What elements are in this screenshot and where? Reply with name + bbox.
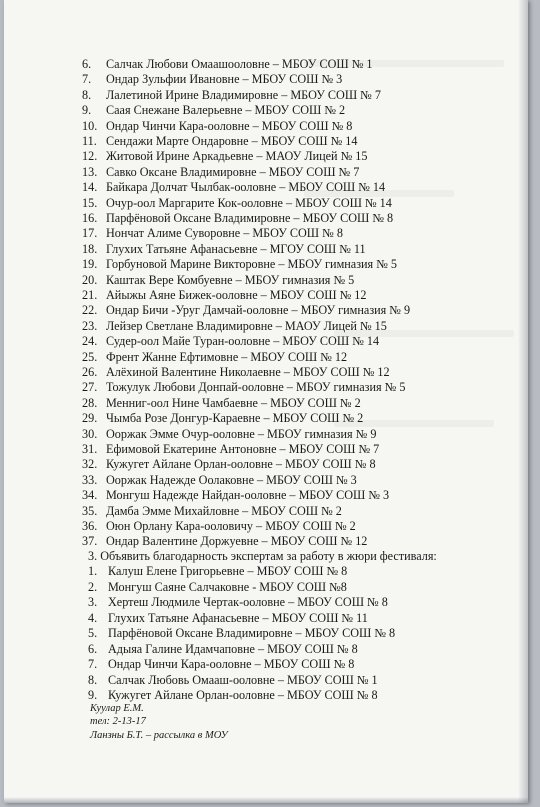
list-item-number: 2. bbox=[88, 579, 98, 594]
list-item-number: 34. bbox=[82, 488, 98, 503]
list-item-text: Судер-оол Майе Туран-ооловне – МБОУ СОШ № 14 bbox=[106, 334, 380, 349]
document-page bbox=[4, 0, 528, 803]
list-item-text: Каштак Вере Комбуевне – МБОУ гимназия № 5 bbox=[106, 272, 355, 287]
list-item-number: 7. bbox=[88, 657, 98, 671]
signature-author: Куулар Е.М. bbox=[90, 703, 144, 714]
list-item-number: 18. bbox=[82, 241, 98, 256]
list-item-text: Парфёновой Оксане Владимировне – МБОУ СОШ № 8 bbox=[106, 211, 394, 225]
list-item-number: 19. bbox=[82, 257, 98, 272]
list-item-text: Кужугет Айлане Орлан-ооловне – МБОУ СОШ № 8 bbox=[108, 688, 378, 702]
list-item-number: 29. bbox=[82, 411, 98, 426]
list-item-text: Монгуш Надежде Найдан-ооловне – МБОУ СОШ № 3 bbox=[106, 488, 390, 503]
list-item-number: 5. bbox=[88, 626, 98, 640]
list-item-text: Салчак Любови Омаашооловне – МБОУ СОШ № 1 bbox=[106, 57, 373, 71]
list-item-number: 4. bbox=[88, 610, 98, 625]
list-item-number: 27. bbox=[82, 380, 98, 395]
list-item-number: 28. bbox=[82, 395, 98, 410]
section-3-heading: 3. Объявить благодарность экспертам за работу в жюри фестиваля: bbox=[88, 549, 437, 563]
list-item-text: Хертеш Людмиле Чертак-ооловне – МБОУ СОШ № 8 bbox=[108, 595, 388, 609]
list-item-number: 22. bbox=[82, 303, 98, 318]
list-item-text: Саая Снежане Валерьевне – МБОУ СОШ № 2 bbox=[106, 103, 346, 118]
list-item-text: Менниг-оол Нине Чамбаевне – МБОУ СОШ № 2 bbox=[106, 395, 361, 410]
list-item-text: Байкара Долчат Чылбак-ооловне – МБОУ СОШ № 14 bbox=[106, 180, 386, 195]
list-item-number: 15. bbox=[82, 195, 98, 210]
list-item-text: Ондар Чинчи Кара-ооловне – МБОУ СОШ № 8 bbox=[106, 118, 353, 133]
list-item-number: 36. bbox=[82, 519, 98, 533]
list-item-text: Ондар Валентине Доржуевне – МБОУ СОШ № 12 bbox=[106, 534, 368, 549]
list-item-number: 26. bbox=[82, 365, 98, 379]
list-item-number: 7. bbox=[82, 72, 92, 87]
list-item-number: 30. bbox=[82, 426, 98, 441]
list-item-text: Лалетиной Ирине Владимировне – МБОУ СОШ № 7 bbox=[106, 87, 381, 102]
list-item-number: 33. bbox=[82, 472, 98, 487]
list-item-text: Тожулук Любови Донпай-ооловне – МБОУ гимназия № 5 bbox=[106, 380, 406, 395]
list-item-text: Житовой Ирине Аркадьевне – МАОУ Лицей № 15 bbox=[106, 149, 368, 164]
list-item-text: Ондар Бичи -Уруг Дамчай-ооловне – МБОУ гимназия № 9 bbox=[106, 303, 411, 318]
list-item-number: 23. bbox=[82, 318, 98, 333]
list-item-text: Савко Оксане Владимировне – МБОУ СОШ № 7 bbox=[106, 164, 360, 179]
list-item-number: 32. bbox=[82, 457, 98, 472]
list-item-text: Френт Жанне Ефтимовне – МБОУ СОШ № 12 bbox=[106, 349, 348, 364]
list-item-number: 25. bbox=[82, 349, 98, 364]
list-item-text: Монгуш Саяне Салчаковне - МБОУ СОШ №8 bbox=[108, 579, 347, 594]
list-item-text: Сендажи Марте Ондаровне – МБОУ СОШ № 14 bbox=[106, 134, 358, 148]
list-item-number: 37. bbox=[82, 534, 98, 549]
list-item-text: Очур-оол Маргарите Кок-ооловне – МБОУ СОШ № 14 bbox=[106, 195, 392, 210]
list-item-text: Адыяа Галине Идамчаповне – МБОУ СОШ № 8 bbox=[108, 641, 358, 656]
list-item-text: Горбуновой Марине Викторовне – МБОУ гимназия № 5 bbox=[106, 257, 397, 272]
list-item-text: Ооржак Надежде Оолаковне – МБОУ СОШ № 3 bbox=[106, 472, 357, 487]
list-item-number: 11. bbox=[82, 134, 97, 148]
list-item-number: 6. bbox=[88, 641, 98, 656]
signature-phone: тел: 2-13-17 bbox=[90, 716, 146, 727]
list-item-number: 17. bbox=[82, 226, 98, 241]
list-item-number: 24. bbox=[82, 334, 98, 349]
list-item-text: Алёхиной Валентине Николаевне – МБОУ СОШ № 12 bbox=[106, 365, 390, 379]
list-item-text: Кужугет Айлане Орлан-ооловне – МБОУ СОШ № 8 bbox=[106, 457, 376, 472]
list-item-text: Ооржак Эмме Очур-ооловне – МБОУ гимназия № 9 bbox=[106, 426, 377, 441]
list-item-number: 21. bbox=[82, 288, 98, 302]
list-item-text: Оюн Орлану Кара-ооловичу – МБОУ СОШ № 2 bbox=[106, 519, 356, 533]
list-item-number: 31. bbox=[82, 442, 98, 456]
list-item-text: Нончат Алиме Суворовне – МБОУ СОШ № 8 bbox=[106, 226, 343, 241]
list-item-text: Глухих Татьяне Афанасьевне – МГОУ СОШ № 11 bbox=[106, 241, 366, 256]
list-item-number: 20. bbox=[82, 272, 98, 287]
list-item-text: Парфёновой Оксане Владимировне – МБОУ СОШ № 8 bbox=[108, 626, 396, 640]
list-item-text: Дамба Эмме Михайловне – МБОУ СОШ № 2 bbox=[106, 503, 342, 518]
list-item-number: 16. bbox=[82, 211, 98, 225]
list-item-text: Калуш Елене Григорьевне – МБОУ СОШ № 8 bbox=[108, 564, 348, 578]
list-item-text: Айыжы Аяне Бижек-ооловне – МБОУ СОШ № 12 bbox=[106, 288, 367, 302]
list-item-text: Ондар Чинчи Кара-ооловне – МБОУ СОШ № 8 bbox=[108, 657, 355, 671]
list-item-number: 35. bbox=[82, 503, 98, 518]
list-item-number: 9. bbox=[88, 688, 98, 702]
list-item-text: Чымба Розе Донгур-Караевне – МБОУ СОШ № 2 bbox=[106, 411, 364, 426]
list-item-text: Лейзер Светлане Владимировне – МАОУ Лицей № 15 bbox=[106, 318, 387, 333]
list-item-number: 6. bbox=[82, 57, 92, 71]
signature-distribution: Ланзны Б.Т. – рассылка в МОУ bbox=[90, 730, 228, 741]
page-edge-bottom bbox=[4, 797, 528, 803]
list-item-number: 14. bbox=[82, 180, 98, 195]
list-item-number: 8. bbox=[82, 87, 92, 102]
list-item-text: Салчак Любовь Омааш-ооловне – МБОУ СОШ № 1 bbox=[108, 672, 378, 687]
list-item-text: Ефимовой Екатерине Антоновне – МБОУ СОШ № 7 bbox=[106, 442, 380, 456]
list-item-text: Глухих Татьяне Афанасьевне – МБОУ СОШ № 11 bbox=[108, 610, 368, 625]
page-edge-right bbox=[518, 0, 528, 803]
list-item-number: 3. bbox=[88, 595, 98, 609]
list-item-number: 8. bbox=[88, 672, 98, 687]
list-item-number: 13. bbox=[82, 164, 98, 179]
list-item-number: 12. bbox=[82, 149, 98, 164]
list-item-text: Ондар Зульфии Ивановне – МБОУ СОШ № 3 bbox=[106, 72, 343, 87]
list-item-number: 10. bbox=[82, 118, 98, 133]
list-item-number: 1. bbox=[88, 564, 98, 578]
list-item-number: 9. bbox=[82, 103, 92, 118]
